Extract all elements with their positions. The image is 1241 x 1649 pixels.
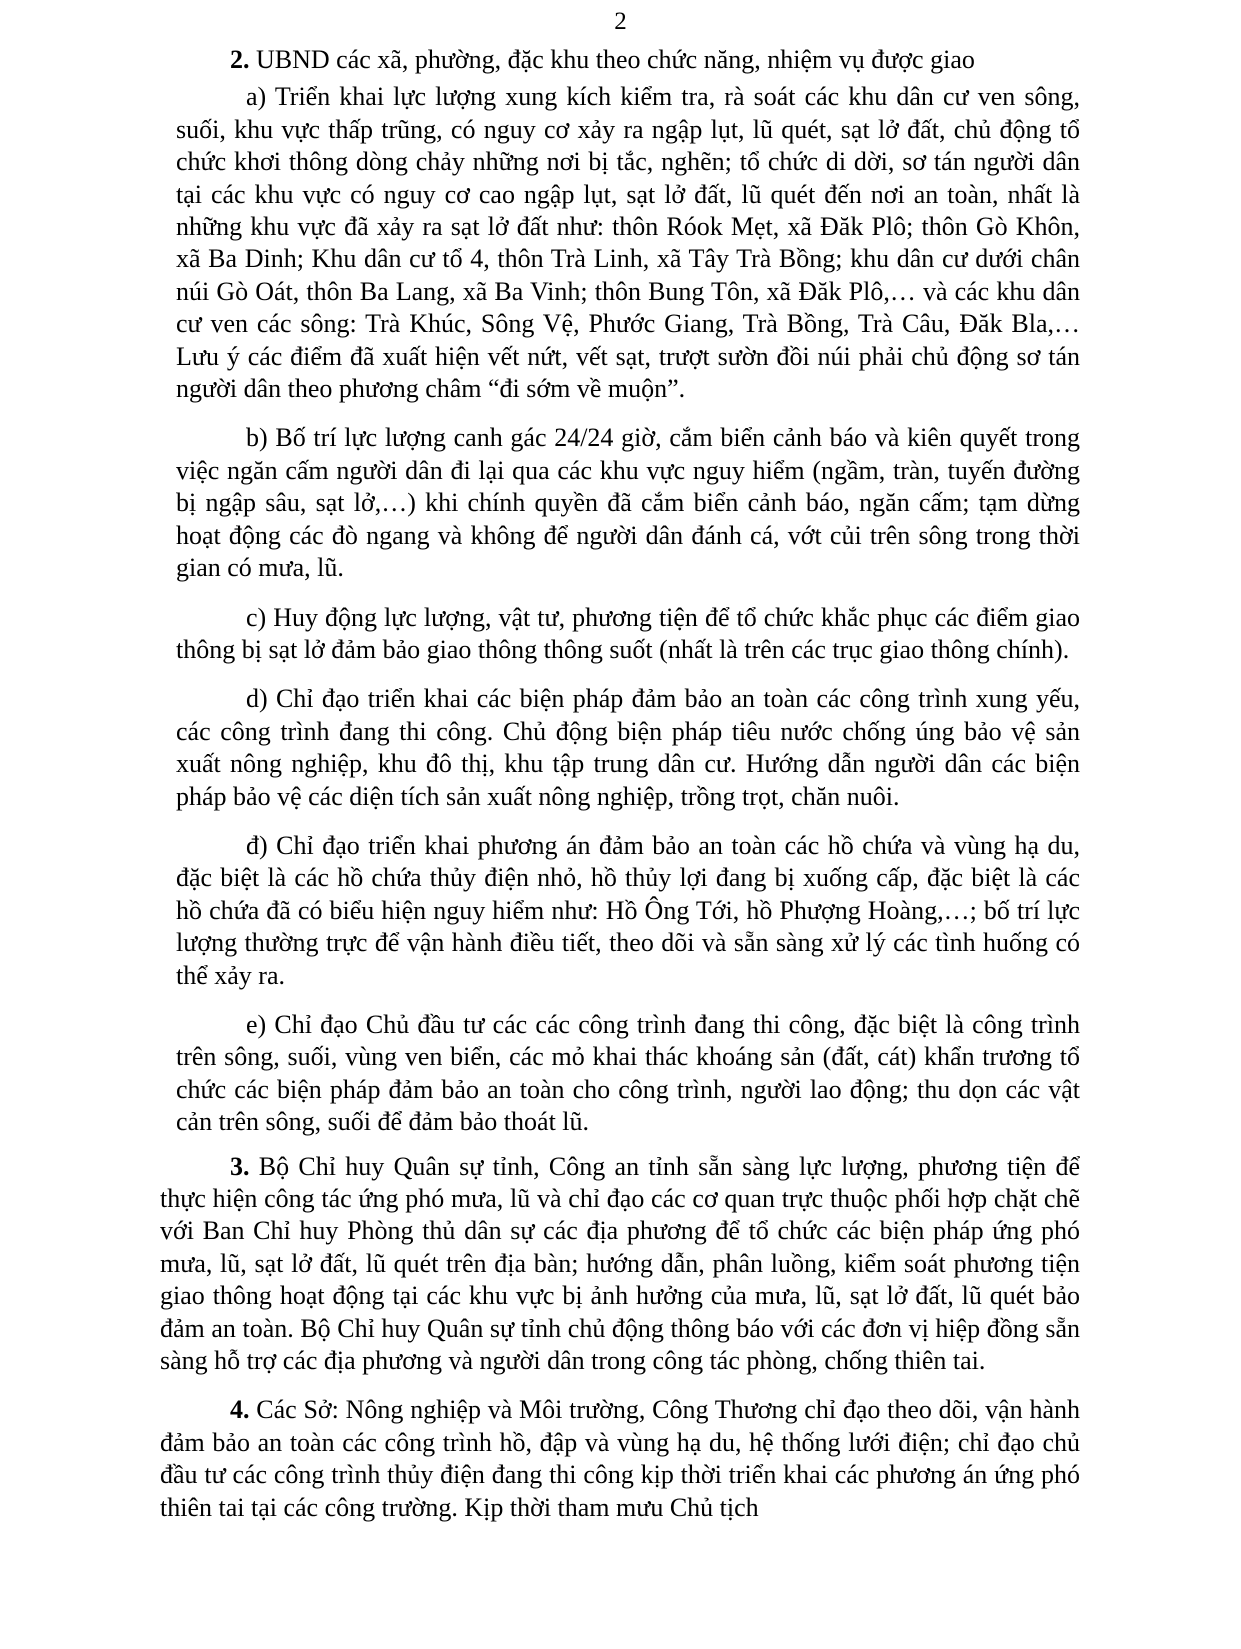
section-3-paragraph: [160, 1151, 1080, 1378]
section-2-heading: [160, 44, 1080, 76]
section-2-item-d: d) Chỉ đạo triển khai các biện pháp đảm bảo an toàn các công trình xung yếu, các công trình đang thi công. Chủ động biện pháp tiêu nước chống úng bảo vệ sản xuất nông nghiệp, khu đô thị, khu tập trung dân cư. Hướng dẫn người dân các biện pháp bảo vệ các diện tích sản xuất nông nghiệp, trồng trọt, chăn nuôi.: [176, 684, 1080, 811]
section-4-number: 4.: [230, 1395, 250, 1425]
section-4-text: Các Sở: Nông nghiệp và Môi trường, Công Thương chỉ đạo theo dõi, vận hành đảm bảo an toàn các công trình hồ, đập và vùng hạ du, hệ thống lưới điện; chỉ đạo chủ đầu tư các công trình thủy điện đang thi công kịp thời triển khai các phương án ứng phó thiên tai tại các công trường. Kịp thời tham mưu Chủ tịch: [160, 1395, 1080, 1522]
section-2-heading-text: UBND các xã, phường, đặc khu theo chức năng, nhiệm vụ được giao: [249, 45, 975, 74]
section-4-paragraph: [160, 1394, 1080, 1524]
section-3-text: Bộ Chỉ huy Quân sự tỉnh, Công an tỉnh sẵn sàng lực lượng, phương tiện để thực hiện công tác ứng phó mưa, lũ và chỉ đạo các cơ quan trực thuộc phối hợp chặt chẽ với Ban Chỉ huy Phòng thủ dân sự các địa phương để tổ chức các biện pháp ứng phó mưa, lũ, sạt lở đất, lũ quét trên địa bàn; hướng dẫn, phân luồng, kiểm soát phương tiện giao thông hoạt động tại các khu vực bị ảnh hưởng của mưa, lũ, sạt lở đất, lũ quét bảo đảm an toàn. Bộ Chỉ huy Quân sự tỉnh chủ động thông báo với các đơn vị hiệp đồng sẵn sàng hỗ trợ các địa phương và người dân trong công tác phòng, chống thiên tai.: [160, 1151, 1080, 1376]
section-2-item-dd: đ) Chỉ đạo triển khai phương án đảm bảo an toàn các hồ chứa và vùng hạ du, đặc biệt là các hồ chứa thủy điện nhỏ, hồ thủy lợi đang bị xuống cấp, đặc biệt là các hồ chứa đã có biểu hiện nguy hiểm như: Hồ Ông Tới, hồ Phượng Hoàng,…; bố trí lực lượng thường trực để vận hành điều tiết, theo dõi và sẵn sàng xử lý các tình huống có thể xảy ra.: [176, 830, 1080, 990]
section-2-item-e: e) Chỉ đạo Chủ đầu tư các các công trình đang thi công, đặc biệt là công trình trên sông, suối, vùng ven biển, các mỏ khai thác khoáng sản (đất, cát) khẩn trương tổ chức các biện pháp đảm bảo an toàn cho công trình, người lao động; thu dọn các vật cản trên sông, suối để đảm bảo thoát lũ.: [176, 1009, 1080, 1137]
section-2-item-b: b) Bố trí lực lượng canh gác 24/24 giờ, cắm biển cảnh báo và kiên quyết trong việc ngăn cấm người dân đi lại qua các khu vực nguy hiểm (ngầm, tràn, tuyến đường bị ngập sâu, sạt lở,…) khi chính quyền đã cắm biển cảnh báo, ngăn cấm; tạm dừng hoạt động các đò ngang và không để người dân đánh cá, vớt củi trên sông trong thời gian có mưa, lũ.: [176, 423, 1080, 583]
section-2-item-c: c) Huy động lực lượng, vật tư, phương tiện để tổ chức khắc phục các điểm giao thông bị sạt lở đảm bảo giao thông thông suốt (nhất là trên các trục giao thông chính).: [176, 602, 1080, 664]
section-2-items: [160, 81, 1080, 1138]
section-2-item-a: a) Triển khai lực lượng xung kích kiểm tra, rà soát các khu dân cư ven sông, suối, khu vực thấp trũng, có nguy cơ xảy ra ngập lụt, lũ quét, sạt lở đất, chủ động tổ chức khơi thông dòng chảy những nơi bị tắc, nghẽn; tổ chức di dời, sơ tán người dân tại các khu vực có nguy cơ cao ngập lụt, sạt lở đất, lũ quét đến nơi an toàn, nhất là những khu vực đã xảy ra sạt lở đất như: thôn Róok Mẹt, xã Đăk Plô; thôn Gò Khôn, xã Ba Dinh; Khu dân cư tổ 4, thôn Trà Linh, xã Tây Trà Bồng; khu dân cư dưới chân núi Gò Oát, thôn Ba Lang, xã Ba Vinh; thôn Bung Tôn, xã Đăk Plô,… và các khu dân cư ven các sông: Trà Khúc, Sông Vệ, Phước Giang, Trà Bồng, Trà Câu, Đăk Bla,… Lưu ý các điểm đã xuất hiện vết nứt, vết sạt, trượt sườn đồi núi phải chủ động sơ tán người dân theo phương châm “đi sớm về muộn”.: [176, 82, 1080, 404]
section-3-number: 3.: [230, 1151, 250, 1181]
section-2-number: 2.: [230, 45, 250, 74]
page-number: 2: [614, 8, 627, 35]
document-body: [160, 44, 1080, 1524]
